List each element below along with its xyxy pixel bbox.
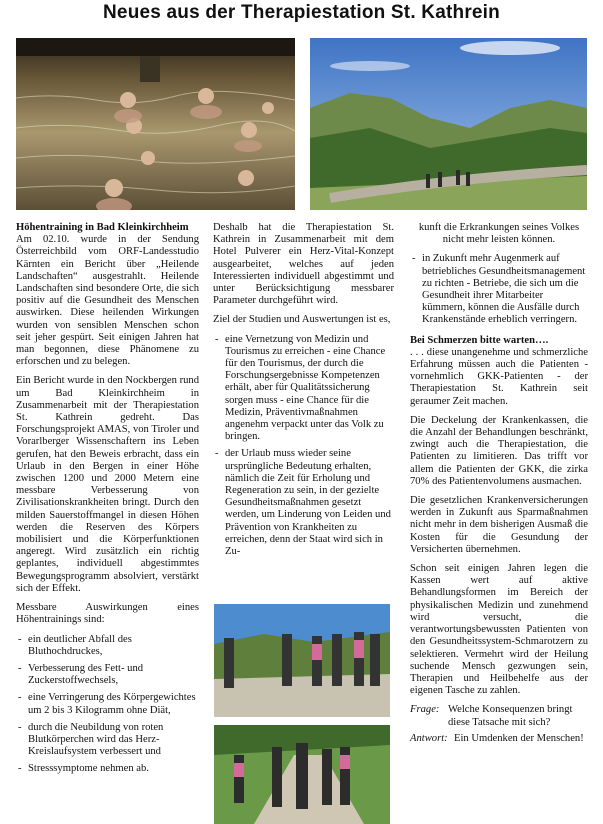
goals-list-continued [410,253,588,326]
column-1 [16,222,199,783]
list-item: - in Zukunft mehr Augenmerk auf betriebliches Gesundheitsmanagement zu richten - Betriebe, die sich um die Gesundheit ihrer Mitarbeiter kümmern, können die Ausfälle durch Krankenstände erheblich verringern. [410,253,588,326]
answer-label: Antwort: [410,732,448,744]
list-item: - Verbesserung des Fett- und Zuckerstoffwechsels, [16,663,199,687]
section-heading: Höhentraining in Bad Kleinkirchheim [16,222,189,233]
list-item: - eine Verringerung des Körpergewichtes um 2 bis 3 Kilogramm ohne Diät, [16,692,199,716]
paragraph: Messbare Auswirkungen eines Höhentrainings sind: [16,602,199,626]
paragraph: Ein Bericht wurde in den Nockbergen rund um Bad Kleinkirchheim in Zusammenarbeit mit der Therapiestation St. Kathrein gedreht. Das Forschungsprojekt AMAS, von Tiroler und Vorarlberger Wissenschaftern ins Leben gerufen, hat den Beweis erbracht, dass ein Urlaub in den Bergen in einer Höhe zwischen 1200 und 2000 Metern eine messbare Verbesserung von Zivilisationskrankheiten bringt. Durch den milden Sauerstoffmangel in diesen Höhen werden die Reserven des Körpers mobilisiert und die Körperfunktionen angeregt. Wird zusätzlich ein richtig geplantes, individuell abgestimmtes Bewegungsprogramm absolviert, verstärkt sich der Effekt. [16,375,199,594]
answer-text: Ein Umdenken der Menschen! [454,732,584,744]
paragraph: kunft die Erkrankungen seines Volkes nicht mehr leisten können. [418,222,580,246]
column-3 [410,222,588,749]
pool-photo [16,38,295,210]
list-item: - der Urlaub muss wieder seine ursprüngliche Bedeutung erhalten, nämlich die Zeit für Erholung und Regeneration zu sein, in der gezielte Gesundheitsmaßnahmen gesetzt werden, um Linderung von Leiden und Prävention von Krankheiten zu erreichen, denn der Staat wird sich in Zu- [213,448,394,558]
paragraph: Die gesetzlichen Krankenversicherungen werden in Zukunft aus Sparmaßnahmen nicht mehr in dem bisherigen Ausmaß die Kosten für die Gesundung der Versicherten übernehmen. [410,495,588,555]
section-heading: Bei Schmerzen bitte warten…. [410,334,549,346]
paragraph: . . . diese unangenehme und schmerzliche Erfahrung müssen auch die Patienten - vornehmlich GKK-Patienten - der Therapiestation St. Kathrein seit geraumer Zeit machen. [410,346,588,407]
question-text: Welche Konsequenzen bringt diese Tatsache mit sich? [448,704,573,728]
list-item: - ein deutlicher Abfall des Bluthochdruckes, [16,634,199,658]
goals-list [213,334,394,559]
effects-list [16,634,199,776]
paragraph: Am 02.10. wurde in der Sendung Österreichbild vom ORF-Landesstudio Kärnten ein Bericht über „Heilende Landschaften“ ausgestrahlt. Heilende Landschaften sind besondere Orte, die sich positiv auf die Gesundheit des Menschen auswirken. Diese heilenden Wirkungen wurden von sensiblen Menschen schon seit jeher gespürt. Seit einigen Jahren hat man begonnen, diese Phänomene zu erforschen und zu belegen. [16,234,199,368]
question-label: Frage: [410,704,440,716]
question [410,704,588,728]
column-2 [213,222,394,565]
answer [410,733,588,745]
paragraph: Ziel der Studien und Auswertungen ist es, [213,314,391,326]
list-item: - durch die Neubildung von roten Blutkörperchen wird das Herz-Kreislaufsystem verbessert und [16,722,199,759]
list-item: - eine Vernetzung von Medizin und Tourismus zu erreichen - eine Chance für den Tourismus, der durch die Forschungsergebnisse Kompetenzen erhält, aber für Qualitätssicherung sorgen muss - eine Chance für die Medizin, Präventivmaßnahmen angenehm verpackt unter das Volk zu bringen. [213,334,394,444]
paragraph: Deshalb hat die Therapiestation St. Kathrein in Zusammenarbeit mit dem Hotel Pulverer ein Herz-Vital-Konzept ausgearbeitet, welches auf jeden Interessierten individuell abgestimmt und unter Berücksichtigung messbarer Parameter durchgeführt wird. [213,222,394,307]
page-title: Neues aus der Therapiestation St. Kathrein [103,2,500,23]
paragraph: Die Deckelung der Krankenkassen, die die Anzahl der Behandlungen beschränkt, zwingt auch die Therapiestation, die Patienten zu limitieren. Das trifft vor allem die Patienten der GKK, die zirka 70% des Patientenvolumens ausmachen. [410,414,588,487]
nordic-walking-photo-2 [214,725,390,824]
list-item: - Stresssymptome nehmen ab. [16,763,199,775]
paragraph: Schon seit einigen Jahren legen die Kassen wert auf aktive Behandlungsformen im Bereich der physikalischen Medizin und zunehmend wird versucht, die verantwortungsbewussten Patienten von den Gesundheitssystem-Schmarotzern zu selektieren. Vermehrt wird der Heilung suchende Mensch gezwungen sein, Therapien und Heilbehelfe aus der eigenen Tasche zu zahlen. [410,563,588,697]
nordic-walking-photo-1 [214,604,390,717]
mountain-photo [310,38,587,210]
